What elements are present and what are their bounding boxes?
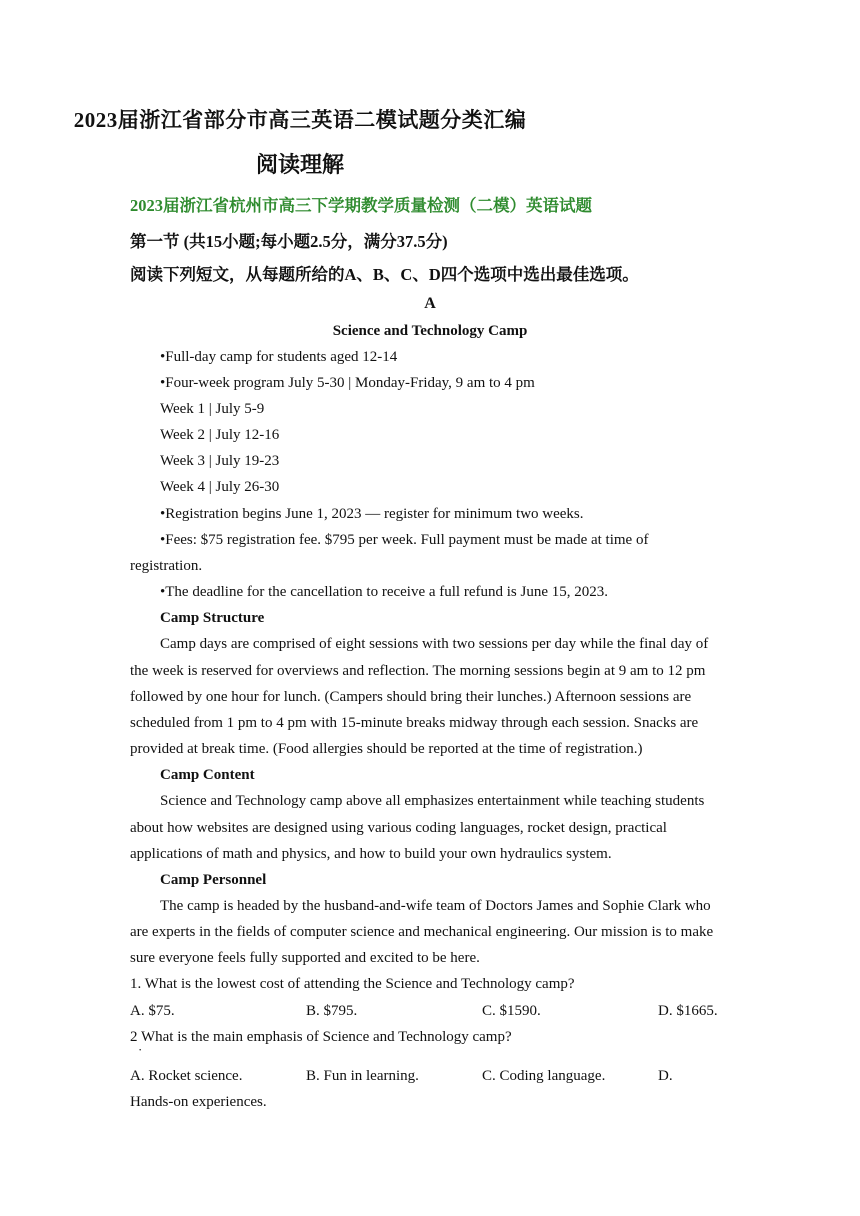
structure-line: Camp days are comprised of eight sessions with two sessions per day while the final day of [160, 636, 709, 652]
week-4: Week 4 | July 26-30 [160, 479, 280, 495]
question-2-option-b: B. Fun in learning. [306, 1068, 419, 1084]
bullet-fees-cont: registration. [130, 558, 203, 574]
content-line: Science and Technology camp above all emphasizes entertainment while teaching students [160, 793, 705, 809]
heading-personnel: Camp Personnel [160, 872, 267, 888]
question-2-option-d: D. [658, 1068, 673, 1084]
week-1: Week 1 | July 5-9 [160, 401, 265, 417]
week-2: Week 2 | July 12-16 [160, 427, 280, 443]
personnel-line: are experts in the fields of computer science and mechanical engineering. Our mission is to make [130, 924, 714, 940]
question-1-stem: 1. What is the lowest cost of attending the Science and Technology camp? [130, 976, 575, 992]
question-2-option-c: C. Coding language. [482, 1068, 606, 1084]
content-line: about how websites are designed using various coding languages, rocket design, practical [130, 820, 667, 836]
passage-letter: A [424, 295, 436, 312]
question-1-option-d: D. $1665. [658, 1003, 718, 1019]
bullet-age: •Full-day camp for students aged 12-14 [160, 349, 398, 365]
content-line: applications of math and physics, and how to build your own hydraulics system. [130, 846, 612, 862]
week-3: Week 3 | July 19-23 [160, 453, 280, 469]
document-title: 2023届浙江省部分市高三英语二模试题分类汇编 [73, 108, 527, 132]
personnel-line: The camp is headed by the husband-and-wife team of Doctors James and Sophie Clark who [160, 898, 711, 914]
question-2-option-d-text: Hands-on experiences. [130, 1094, 267, 1110]
bullet-program: •Four-week program July 5-30 | Monday-Friday, 9 am to 4 pm [160, 375, 535, 391]
passage-title: Science and Technology Camp [332, 323, 528, 339]
question-1-option-b: B. $795. [306, 1003, 358, 1019]
stray-mark: · [138, 1042, 143, 1057]
exam-title: 2023届浙江省杭州市高三下学期教学质量检测（二模）英语试题 [130, 196, 592, 215]
heading-structure: Camp Structure [160, 610, 265, 626]
section-instruction: 阅读下列短文，从每题所给的A、B、C、D四个选项中选出最佳选项。 [130, 265, 639, 284]
document-subtitle: 阅读理解 [255, 152, 344, 177]
section-heading: 第一节 (共15小题;每小题2.5分，满分37.5分) [130, 232, 448, 251]
question-2-option-a: A. Rocket science. [130, 1068, 243, 1084]
question-2-stem: 2 What is the main emphasis of Science and Technology camp? [130, 1029, 512, 1045]
bullet-deadline: •The deadline for the cancellation to receive a full refund is June 15, 2023. [160, 584, 609, 600]
question-1-option-a: A. $75. [130, 1003, 175, 1019]
bullet-fees: •Fees: $75 registration fee. $795 per week. Full payment must be made at time of [160, 532, 649, 548]
structure-line: followed by one hour for lunch. (Campers should bring their lunches.) Afternoon sessions are [130, 689, 692, 705]
heading-content: Camp Content [160, 767, 255, 783]
structure-line: provided at break time. (Food allergies should be reported at the time of registration.) [130, 741, 643, 757]
structure-line: the week is reserved for overviews and reflection. The morning sessions begin at 9 am to 12 pm [130, 663, 706, 679]
bullet-registration: •Registration begins June 1, 2023 — register for minimum two weeks. [160, 506, 584, 522]
personnel-line: sure everyone feels fully supported and excited to be here. [130, 950, 480, 966]
structure-line: scheduled from 1 pm to 4 pm with 15-minute breaks midway through each session. Snacks are [130, 715, 699, 731]
question-1-option-c: C. $1590. [482, 1003, 541, 1019]
